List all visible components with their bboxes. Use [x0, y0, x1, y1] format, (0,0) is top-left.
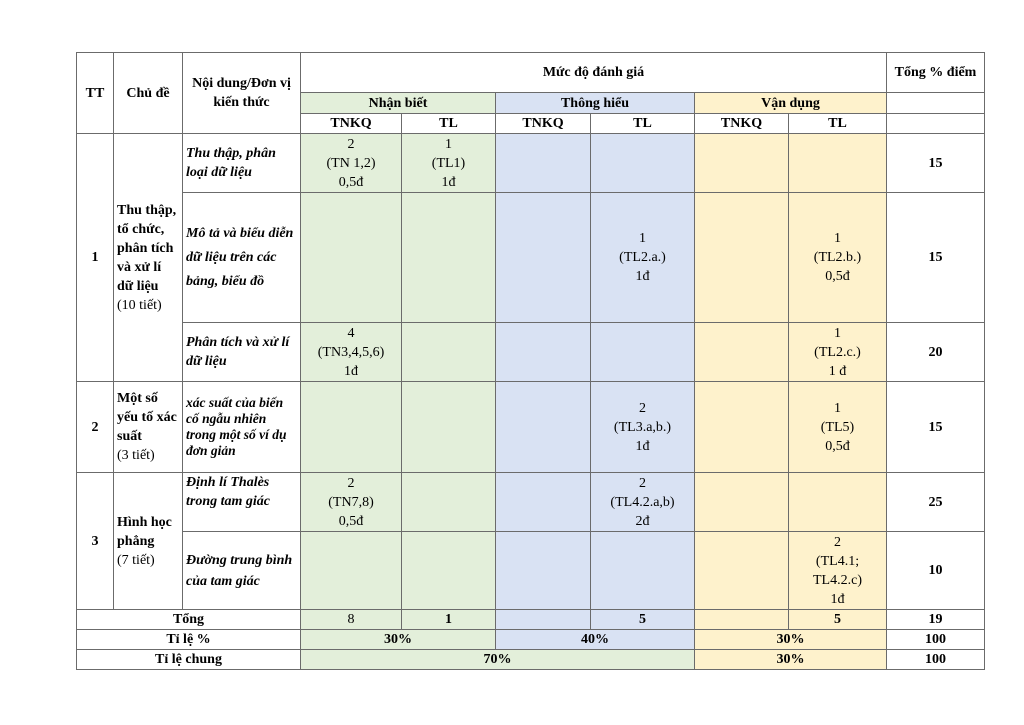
row1b-nb-tl	[402, 193, 496, 323]
total-nb-tl: 1	[402, 610, 496, 630]
row1c-vd-tl: 1 (TL2.c.) 1 đ	[789, 323, 887, 382]
assessment-matrix-table	[76, 52, 985, 670]
row1a-th-tnkq	[496, 134, 591, 193]
header-total-blank	[887, 93, 985, 114]
common-ratio-b: 30%	[695, 650, 887, 670]
row1a-total: 15	[887, 134, 985, 193]
row3b-vd-tl: 2 (TL4.1; TL4.2.c) 1đ	[789, 532, 887, 610]
row3a-nb-tnkq: 2 (TN7,8) 0,5đ	[301, 473, 402, 532]
row2-topic	[114, 382, 183, 473]
row1-topic-hours: (10 tiết)	[117, 297, 162, 313]
row2-total: 15	[887, 382, 985, 473]
row1a-th-tl	[591, 134, 695, 193]
common-ratio-a: 70%	[301, 650, 695, 670]
row1c-nb-tl	[402, 323, 496, 382]
row3-topic-hours: (7 tiết)	[117, 552, 155, 568]
header-comprehension: Thông hiểu	[496, 93, 695, 114]
row1-topic	[114, 134, 183, 382]
row3a-th-tnkq	[496, 473, 591, 532]
row1c-content: Phân tích và xử lí dữ liệu	[183, 323, 301, 382]
ratio-application: 30%	[695, 630, 887, 650]
row1b-content: Mô tả và biểu diễn dữ liệu trên các bảng, biểu đồ	[183, 193, 301, 323]
header-vd-tnkq: TNKQ	[695, 114, 789, 134]
row1-topic-title: Thu thập, tổ chức, phân tích và xử lí dữ liệu	[117, 202, 177, 294]
header-th-tl: TL	[591, 114, 695, 134]
row3-tt: 3	[77, 473, 114, 610]
row1a-content: Thu thập, phân loại dữ liệu	[183, 134, 301, 193]
row2-content: xác suất của biến cố ngẫu nhiên trong một số ví dụ đơn giản	[183, 382, 301, 473]
header-content: Nội dung/Đơn vị kiến thức	[183, 53, 301, 134]
row3a-total: 25	[887, 473, 985, 532]
row1b-total: 15	[887, 193, 985, 323]
row1b-nb-tnkq	[301, 193, 402, 323]
row1a-nb-tnkq: 2 (TN 1,2) 0,5đ	[301, 134, 402, 193]
row1c-total: 20	[887, 323, 985, 382]
common-ratio-total: 100	[887, 650, 985, 670]
header-total-blank-2	[887, 114, 985, 134]
header-tt: TT	[77, 53, 114, 134]
row3b-total: 10	[887, 532, 985, 610]
row1c-vd-tnkq	[695, 323, 789, 382]
total-sum: 19	[887, 610, 985, 630]
row3a-th-tl: 2 (TL4.2.a,b) 2đ	[591, 473, 695, 532]
row3b-nb-tnkq	[301, 532, 402, 610]
row2-vd-tnkq	[695, 382, 789, 473]
row2-th-tnkq	[496, 382, 591, 473]
total-vd-tnkq	[695, 610, 789, 630]
header-total-percent: Tổng % điểm	[887, 53, 985, 93]
row1b-th-tnkq	[496, 193, 591, 323]
row3-topic-title: Hình học phẳng	[117, 514, 172, 549]
row1a-vd-tl	[789, 134, 887, 193]
ratio-label: Tỉ lệ %	[77, 630, 301, 650]
row3b-vd-tnkq	[695, 532, 789, 610]
total-vd-tl: 5	[789, 610, 887, 630]
row2-topic-title: Một số yếu tố xác suất	[117, 391, 177, 444]
row3a-content: Định lí Thalès trong tam giác	[183, 473, 301, 532]
total-th-tnkq	[496, 610, 591, 630]
total-th-tl: 5	[591, 610, 695, 630]
header-assessment-level: Mức độ đánh giá	[301, 53, 887, 93]
header-th-tnkq: TNKQ	[496, 114, 591, 134]
row2-nb-tl	[402, 382, 496, 473]
row1-tt: 1	[77, 134, 114, 382]
common-ratio-label: Tỉ lệ chung	[77, 650, 301, 670]
row2-th-tl: 2 (TL3.a,b.) 1đ	[591, 382, 695, 473]
ratio-recognition: 30%	[301, 630, 496, 650]
row3-topic	[114, 473, 183, 610]
row2-vd-tl: 1 (TL5) 0,5đ	[789, 382, 887, 473]
header-application: Vận dụng	[695, 93, 887, 114]
total-label: Tổng	[77, 610, 301, 630]
total-nb-tnkq: 8	[301, 610, 402, 630]
row3b-th-tl	[591, 532, 695, 610]
header-topic: Chủ đề	[114, 53, 183, 134]
header-vd-tl: TL	[789, 114, 887, 134]
row1b-vd-tl: 1 (TL2.b.) 0,5đ	[789, 193, 887, 323]
row1c-nb-tnkq: 4 (TN3,4,5,6) 1đ	[301, 323, 402, 382]
ratio-total: 100	[887, 630, 985, 650]
header-nb-tl: TL	[402, 114, 496, 134]
row3b-nb-tl	[402, 532, 496, 610]
row3a-nb-tl	[402, 473, 496, 532]
row2-nb-tnkq	[301, 382, 402, 473]
row2-tt: 2	[77, 382, 114, 473]
row2-topic-hours: (3 tiết)	[117, 448, 155, 463]
ratio-comprehension: 40%	[496, 630, 695, 650]
row1a-nb-tl: 1 (TL1) 1đ	[402, 134, 496, 193]
row3a-vd-tnkq	[695, 473, 789, 532]
row1b-th-tl: 1 (TL2.a.) 1đ	[591, 193, 695, 323]
row1a-vd-tnkq	[695, 134, 789, 193]
row1b-vd-tnkq	[695, 193, 789, 323]
header-nb-tnkq: TNKQ	[301, 114, 402, 134]
row3b-content: Đường trung bình của tam giác	[183, 532, 301, 610]
row1c-th-tnkq	[496, 323, 591, 382]
row1c-th-tl	[591, 323, 695, 382]
row3b-th-tnkq	[496, 532, 591, 610]
row3a-vd-tl	[789, 473, 887, 532]
header-recognition: Nhận biết	[301, 93, 496, 114]
